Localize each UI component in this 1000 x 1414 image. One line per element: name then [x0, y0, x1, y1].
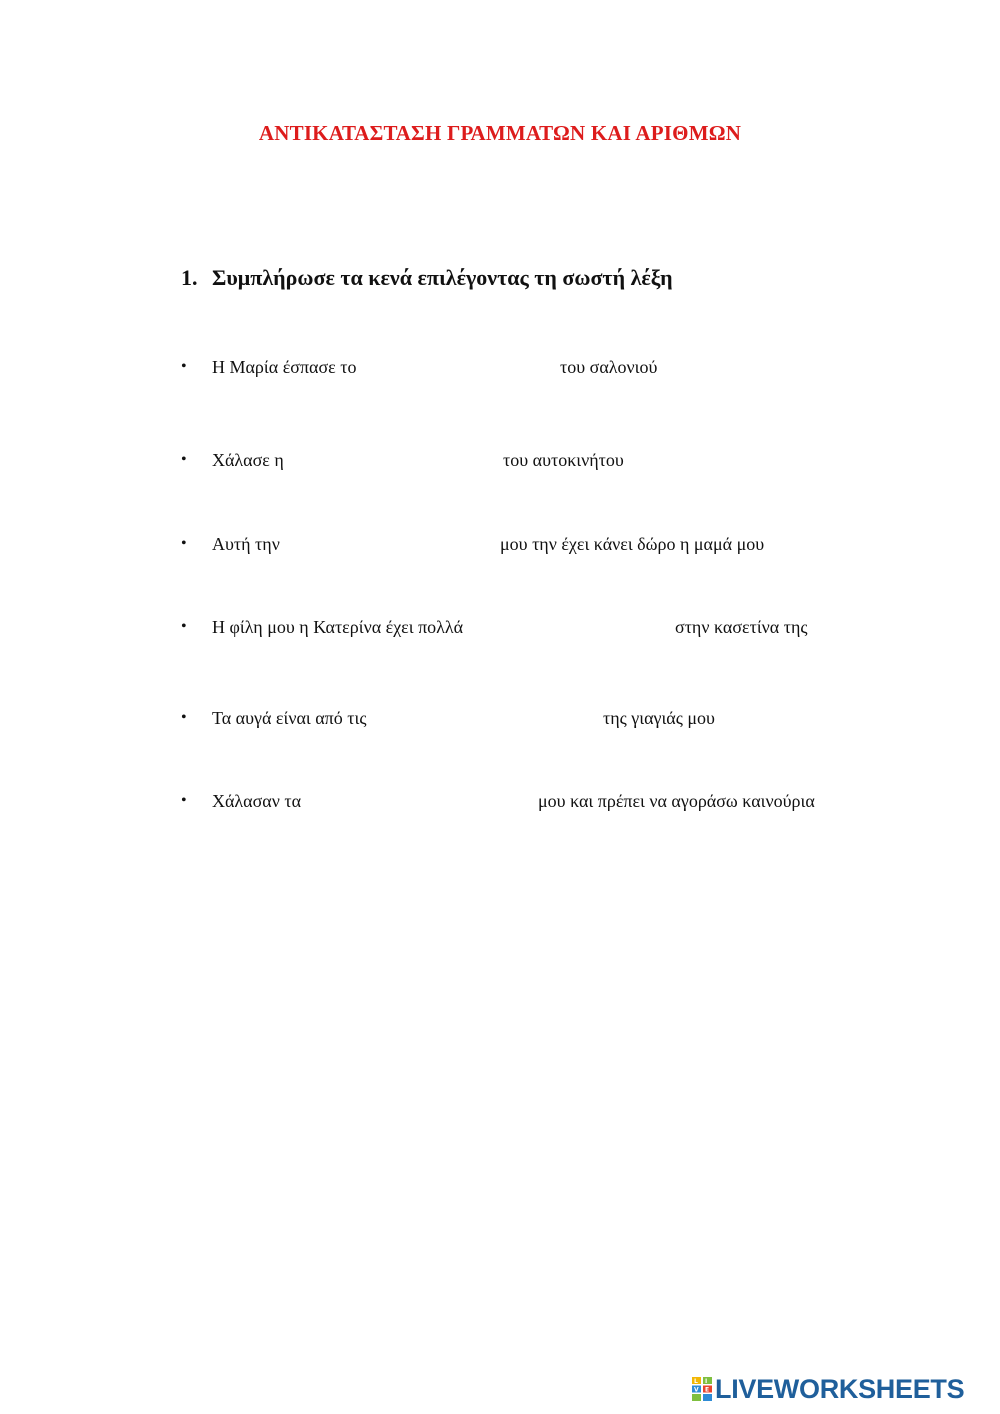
page-title: ΑΝΤΙΚΑΤΑΣΤΑΣΗ ΓΡΑΜΜΑΤΩΝ ΚΑΙ ΑΡΙΘΜΩΝ	[258, 121, 742, 145]
item-text-after: του σαλονιού	[560, 357, 658, 377]
bullet: •	[181, 358, 187, 375]
blank-answer-box[interactable]	[393, 706, 593, 730]
svg-text:L: L	[694, 1378, 698, 1385]
liveworksheets-logo-icon	[692, 1377, 712, 1401]
svg-text:E: E	[705, 1386, 710, 1394]
exercise-item	[181, 706, 781, 730]
item-text-before: Η Μαρία έσπασε το	[212, 357, 357, 377]
blank-answer-box[interactable]	[299, 448, 494, 472]
blank-answer-box[interactable]	[319, 789, 529, 813]
bullet: •	[181, 792, 187, 809]
item-text-after: μου και πρέπει να αγοράσω καινούρια	[538, 791, 815, 811]
blank-answer-box[interactable]	[381, 355, 551, 379]
item-text-after: του αυτοκινήτου	[503, 450, 624, 470]
exercise-item	[181, 615, 861, 639]
liveworksheets-brand	[692, 1374, 964, 1404]
exercise-item	[181, 789, 901, 813]
item-text-before: Χάλασαν τα	[212, 791, 302, 811]
exercise-item	[181, 448, 701, 472]
svg-text:I: I	[705, 1378, 708, 1385]
exercise-item	[181, 355, 701, 379]
exercise-number: 1.	[181, 265, 198, 290]
exercise-instruction	[181, 265, 673, 291]
item-text-after: μου την έχει κάνει δώρο η μαμά μου	[500, 534, 765, 554]
item-text-before: Τα αυγά είναι από τις	[212, 708, 367, 728]
brand-name: LIVEWORKSHEETS	[715, 1373, 965, 1404]
item-text-after: της γιαγιάς μου	[603, 708, 715, 728]
blank-answer-box[interactable]	[501, 615, 666, 639]
item-text-before: Χάλασε η	[212, 450, 284, 470]
item-text-before: Αυτή την	[212, 534, 280, 554]
blank-answer-box[interactable]	[295, 532, 491, 556]
instruction-text: Συμπλήρωσε τα κενά επιλέγοντας τη σωστή λέξη	[212, 265, 673, 290]
item-text-after: στην κασετίνα της	[675, 617, 808, 637]
item-text-before: Η φίλη μου η Κατερίνα έχει πολλά	[212, 617, 464, 637]
exercise-item	[181, 532, 861, 556]
svg-text:V: V	[694, 1386, 699, 1394]
bullet: •	[181, 535, 187, 552]
bullet: •	[181, 618, 187, 635]
bullet: •	[181, 709, 187, 726]
bullet: •	[181, 451, 187, 468]
